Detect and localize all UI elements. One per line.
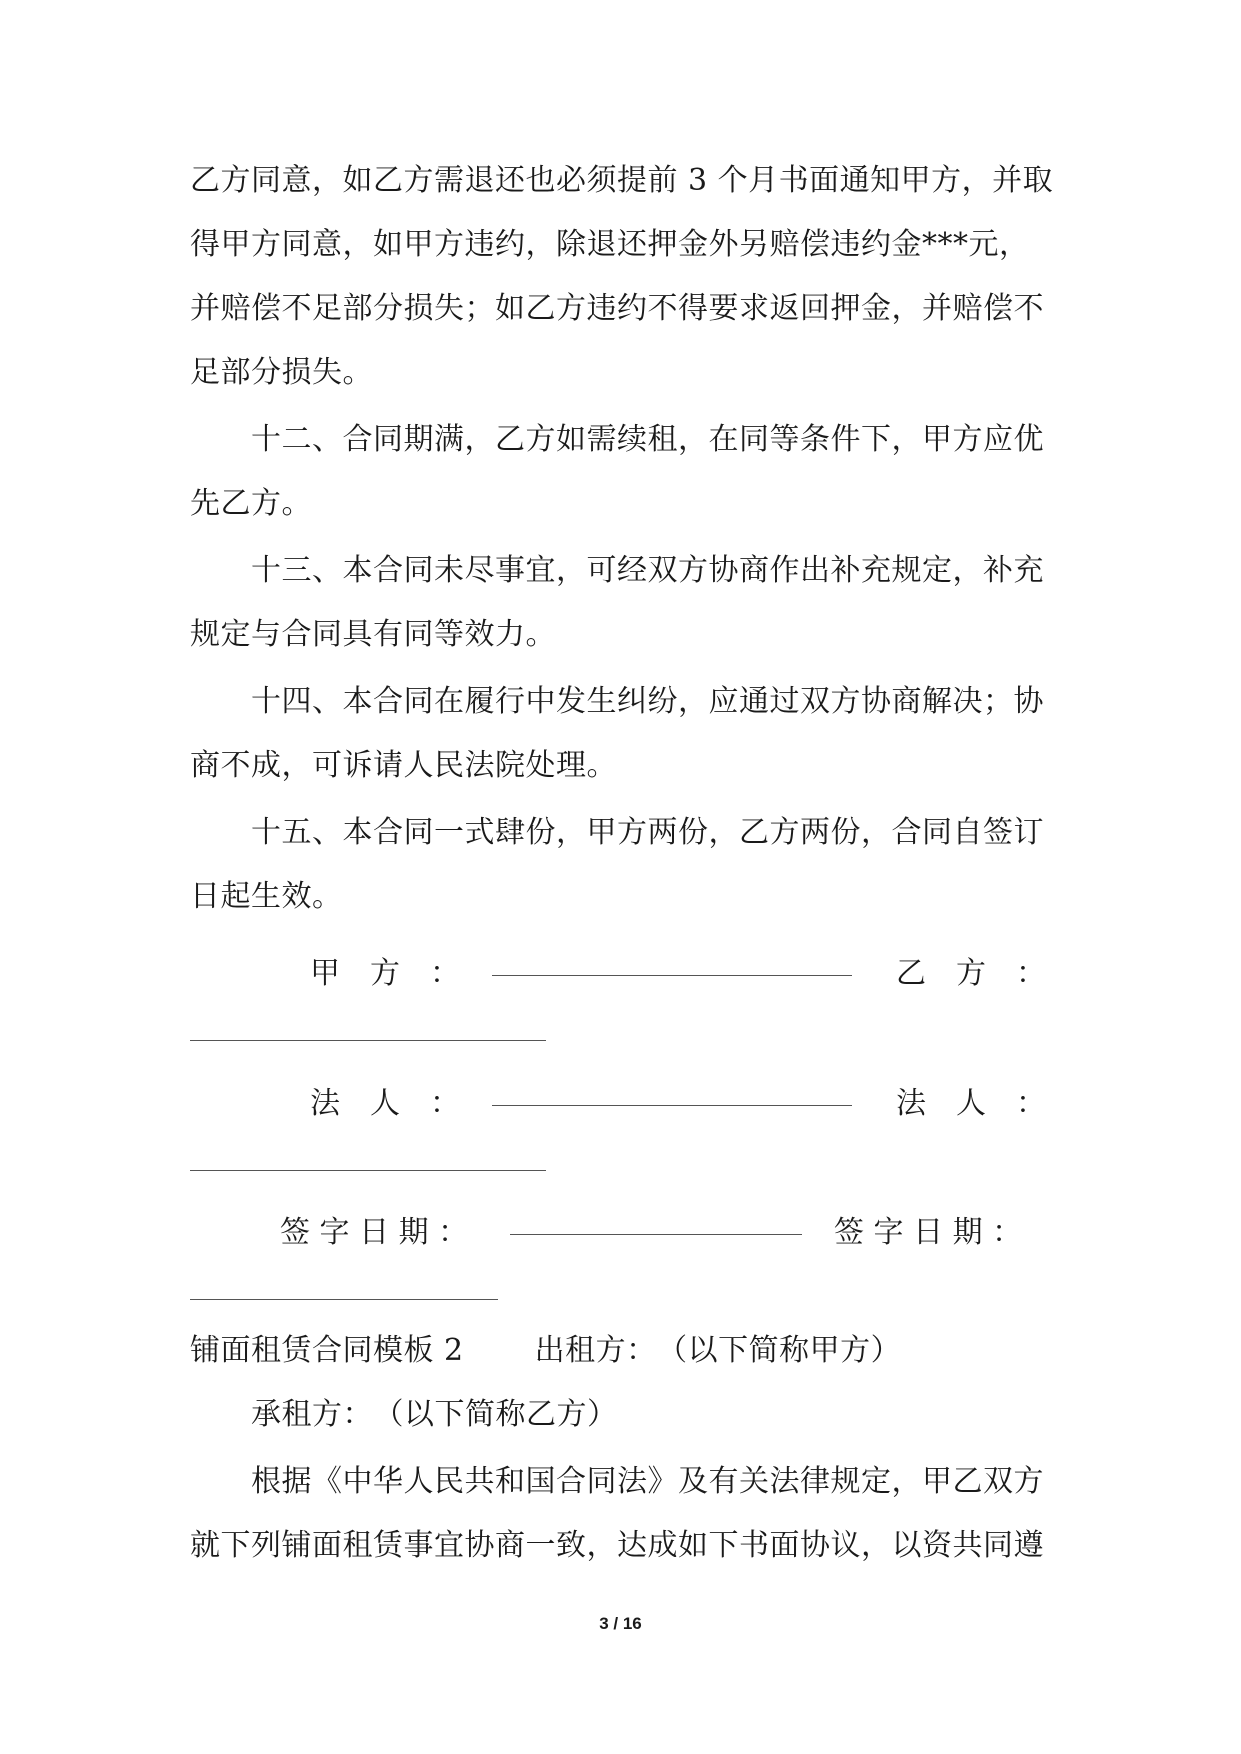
party-a-signature-line[interactable]: [492, 975, 852, 976]
body-line: 并赔偿不足部分损失；如乙方违约不得要求返回押金，并赔偿不: [190, 291, 1044, 326]
party-a-label: 甲 方 ：: [310, 956, 460, 991]
contract2-lessee: 承租方： （以下简称乙方）: [251, 1397, 618, 1432]
contract2-title: 铺面租赁合同模板 2 出租方： （以下简称甲方）: [190, 1333, 902, 1368]
signature-party-row: [190, 948, 1052, 991]
body-line: 先乙方。: [190, 486, 312, 521]
party-b-label: 乙 方 ：: [896, 956, 1046, 991]
contract2-preamble: 根据《中华人民共和国合同法》及有关法律规定，甲乙双方: [251, 1464, 1044, 1499]
body-line: 日起生效。: [190, 879, 343, 914]
body-line: 就下列铺面租赁事宜协商一致，达成如下书面协议，以资共同遵: [190, 1528, 1044, 1563]
date-a-label: 签 字 日 期 ：: [280, 1215, 469, 1250]
clause-13: 十三、本合同未尽事宜，可经双方协商作出补充规定，补充: [251, 553, 1044, 588]
legal-a-label: 法 人 ：: [310, 1086, 460, 1121]
body-line: 乙方同意，如乙方需退还也必须提前 3 个月书面通知甲方，并取: [190, 163, 1054, 198]
signature-legal-row: [190, 1078, 1052, 1121]
legal-a-signature-line[interactable]: [492, 1105, 852, 1106]
body-line: 商不成，可诉请人民法院处理。: [190, 748, 617, 783]
party-b-signature-line[interactable]: [190, 1040, 546, 1041]
date-a-signature-line[interactable]: [510, 1234, 802, 1235]
legal-b-signature-line[interactable]: [190, 1170, 546, 1171]
body-line: 规定与合同具有同等效力。: [190, 617, 556, 652]
clause-15: 十五、本合同一式肆份，甲方两份，乙方两份，合同自签订: [251, 815, 1044, 850]
clause-14: 十四、本合同在履行中发生纠纷，应通过双方协商解决；协: [251, 684, 1044, 719]
body-line: 足部分损失。: [190, 355, 373, 390]
legal-b-label: 法 人 ：: [896, 1086, 1046, 1121]
date-b-signature-line[interactable]: [190, 1299, 498, 1300]
date-b-label: 签 字 日 期 ：: [834, 1215, 1023, 1250]
page-number: 3 / 16: [599, 1614, 642, 1633]
body-line: 得甲方同意，如甲方违约，除退还押金外另赔偿违约金***元，: [190, 227, 1030, 262]
clause-12: 十二、合同期满，乙方如需续租，在同等条件下，甲方应优: [251, 422, 1044, 457]
signature-date-row: [190, 1207, 1052, 1250]
